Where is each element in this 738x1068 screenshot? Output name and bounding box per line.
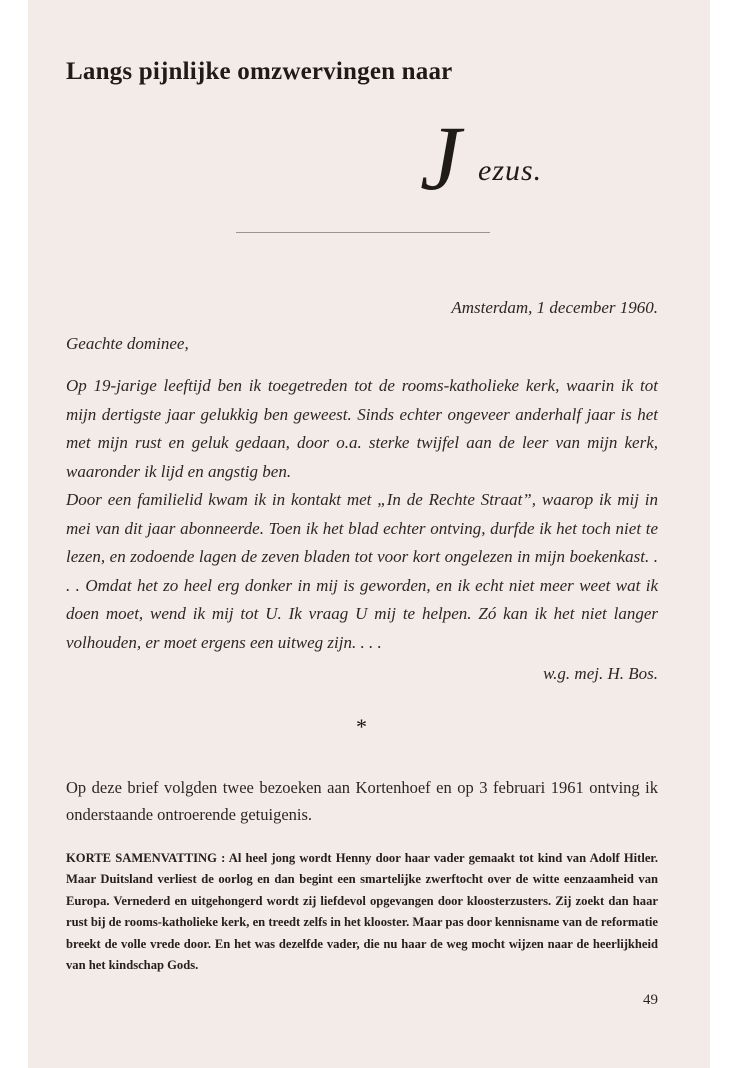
- article-title: Langs pijnlijke omzwervingen naar: [66, 58, 453, 85]
- letter-paragraph: Door een familielid kwam ik in kontakt met „In de Rechte Straat”, waarop ik mij in mei van dit jaar abonneerde. Toen ik het blad echter ontving, durfde ik het toch niet te lezen, en zodoende lagen de zeven bladen tot voor kort ongelezen in mijn boekenkast. . . . Omdat het zo heel erg donker in mij is geworden, en ik echt niet meer weet wat ik doen moet, wend ik mij tot U. Ik vraag U mij te helpen. Zó kan ik het niet langer volhouden, er moet ergens een uitweg zijn. . . .: [66, 490, 658, 652]
- title-word-rest: ezus.: [478, 154, 543, 187]
- letter-body: [66, 372, 658, 657]
- letter-salutation: Geachte dominee,: [66, 334, 189, 353]
- section-separator: *: [356, 714, 367, 739]
- letter-date: Amsterdam, 1 december 1960.: [451, 298, 658, 317]
- title-word-initial: J: [420, 107, 461, 209]
- summary-paragraph: KORTE SAMENVATTING : Al heel jong wordt Henny door haar vader gemaakt tot kind van Adolf Hitler. Maar Duitsland verliest de oorlog en dan begint een smartelijke zwerftocht over de witte eenzaamheid van Europa. Vernederd en uitgehongerd wordt zij liefdevol opgevangen door kloosterzusters. Zij zoekt dan haar rust bij de rooms-katholieke kerk, en treedt zelfs in het klooster. Maar pas door kennisname van de reformatie breekt de volle vrede door. En het was dezelfde vader, die nu haar de weg mocht wijzen naar de heerlijkheid van het kindschap Gods.: [66, 851, 658, 973]
- book-page: [28, 0, 710, 1068]
- title-divider: [236, 232, 490, 233]
- page-number: 49: [643, 992, 658, 1008]
- intro-paragraph: Op deze brief volgden twee bezoeken aan Kortenhoef en op 3 februari 1961 ontving ik onderstaande ontroerende getuigenis.: [66, 778, 658, 824]
- letter-signature: w.g. mej. H. Bos.: [543, 664, 658, 683]
- letter-paragraph: Op 19-jarige leeftijd ben ik toegetreden tot de rooms-katholieke kerk, waarin ik tot mijn dertigste jaar gelukkig ben geweest. Sinds echter ongeveer anderhalf jaar is het met mijn rust en geluk gedaan, door o.a. sterke twijfel aan de leer van mijn kerk, waaronder ik lijd en angstig ben.: [66, 376, 658, 481]
